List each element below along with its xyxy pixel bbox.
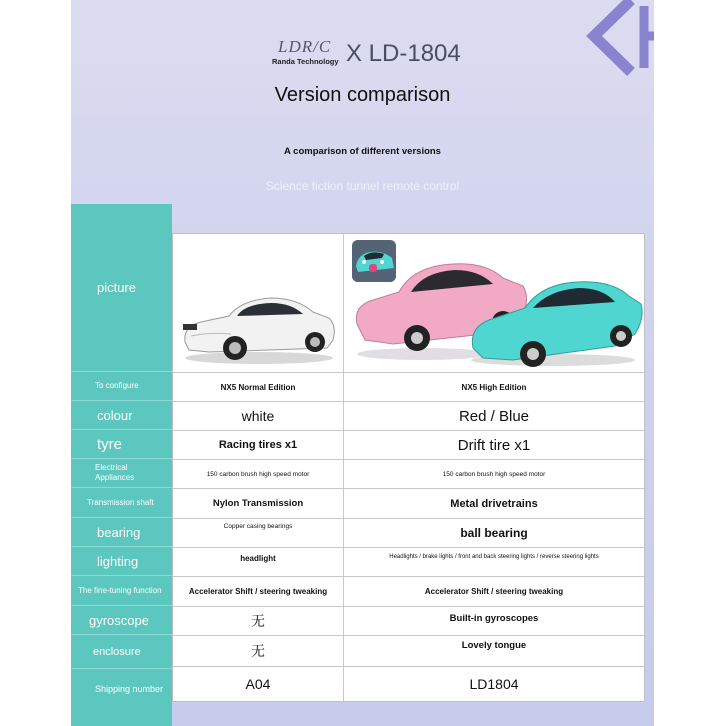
cell-normal-tyre: Racing tires x1 <box>218 439 298 451</box>
cell-normal-configure: NX5 Normal Edition <box>220 382 296 392</box>
label-lighting: lighting <box>71 547 172 576</box>
label-configure: To configure <box>71 372 172 401</box>
label-bearing: bearing <box>71 518 172 547</box>
comparison-table <box>172 233 645 702</box>
brand-watermark-icon <box>586 0 654 82</box>
cell-high-configure: NX5 High Edition <box>461 382 527 392</box>
cell-high-electrical: 150 carbon brush high speed motor <box>442 470 546 478</box>
label-shipping: Shipping number <box>95 684 164 694</box>
label-enclosure: enclosure <box>71 635 172 669</box>
label-transmission: Transmission shaft <box>71 488 172 518</box>
cell-high-gyroscope: Built-in gyroscopes <box>449 613 539 624</box>
brand-company: Randa Technology <box>272 57 339 66</box>
cell-high-colour: Red / Blue <box>458 407 530 425</box>
cell-normal-colour: white <box>241 408 275 424</box>
cell-normal-fine-tuning: Accelerator Shift / steering tweaking <box>188 587 328 596</box>
cell-high-enclosure: Lovely tongue <box>461 640 527 651</box>
cell-normal-lighting: headlight <box>240 554 276 563</box>
label-fine-tuning: The fine-tuning function <box>71 576 172 606</box>
brand-logo-text: LDR/C <box>278 37 332 56</box>
cell-normal-transmission: Nylon Transmission <box>212 498 304 509</box>
ghost-caption: Science fiction tunnel remote control <box>265 179 460 193</box>
label-tyre: tyre <box>71 430 172 459</box>
cell-normal-shipping: A04 <box>245 676 271 692</box>
model-name: X LD-1804 <box>346 40 461 67</box>
cell-normal-bearing: Copper casing bearings <box>223 523 293 530</box>
label-colour: colour <box>71 401 172 430</box>
cell-high-fine-tuning: Accelerator Shift / steering tweaking <box>424 587 564 596</box>
label-electrical: Electrical Appliances <box>71 459 172 488</box>
pink-and-blue-cars-image <box>353 256 643 368</box>
page-subtitle: A comparison of different versions <box>284 146 441 157</box>
row-label-column <box>71 204 172 726</box>
cell-normal-gyroscope: 无 <box>251 613 265 629</box>
label-picture: picture <box>71 204 172 372</box>
cell-high-lighting: Headlights / brake lights / front and back steering lights / reverse steering lights <box>389 554 599 560</box>
cell-high-tyre: Drift tire x1 <box>457 436 531 454</box>
page-title: Version comparison <box>274 84 451 106</box>
white-car-image <box>179 286 339 370</box>
cell-normal-enclosure: 无 <box>251 643 265 659</box>
cell-high-shipping: LD1804 <box>469 676 519 692</box>
cell-high-transmission: Metal drivetrains <box>450 497 538 510</box>
label-gyroscope: gyroscope <box>71 606 172 635</box>
cell-high-bearing: ball bearing <box>460 526 528 540</box>
cell-normal-electrical: 150 carbon brush high speed motor <box>206 470 310 478</box>
